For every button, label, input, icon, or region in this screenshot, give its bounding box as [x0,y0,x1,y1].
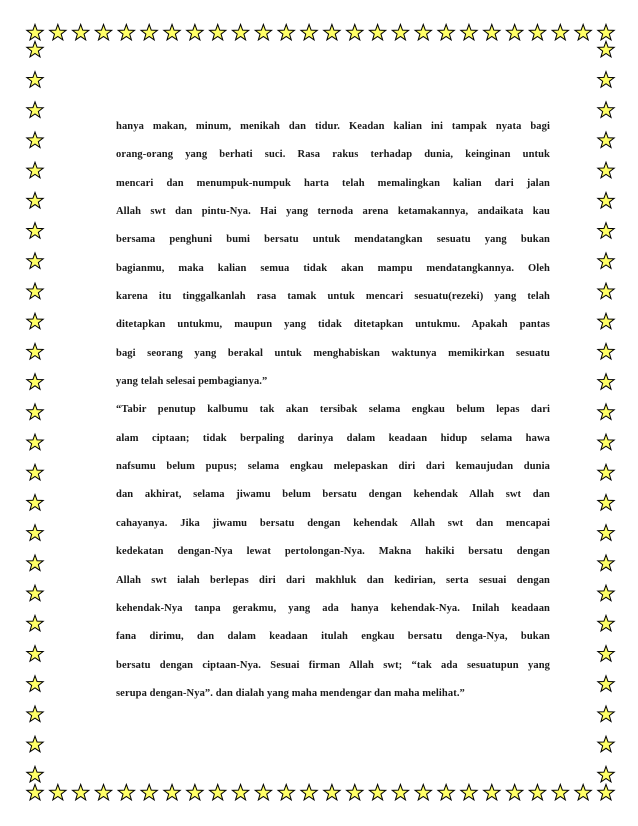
star-icon [575,784,591,800]
star-icon [598,313,614,329]
star-icon [27,646,43,662]
text-line: kedekatan dengan-Nya lewat pertolongan-Nya. Makna hakiki bersatu dengan [116,546,550,558]
star-icon [27,706,43,722]
star-icon [27,615,43,631]
text-line: serupa dengan-Nya”. dan dialah yang maha mendengar dan maha melihat.” [116,687,465,699]
star-icon [187,24,203,40]
star-icon [27,736,43,752]
star-icon [598,102,614,118]
star-icon [27,464,43,480]
star-icon [598,555,614,571]
star-icon [27,72,43,88]
star-icon [598,646,614,662]
page-body-text [116,113,550,708]
star-icon [73,784,89,800]
star-icon [392,24,408,40]
star-icon [415,784,431,800]
star-icon [461,24,477,40]
star-icon [50,24,66,40]
star-icon [598,766,614,782]
star-icon [598,132,614,148]
text-line: mencari dan menumpuk-numpuk harta telah memalingkan kalian dari jalan [116,177,550,189]
star-icon [187,784,203,800]
star-icon [598,464,614,480]
star-icon [27,132,43,148]
star-icon [529,784,545,800]
star-icon [369,784,385,800]
text-line: bagianmu, maka kalian semua tidak akan mampu mendatangkannya. Oleh [116,262,550,274]
star-icon [324,24,340,40]
text-line: yang telah selesai pembagianya.” [116,376,268,388]
text-line: bersatu dengan ciptaan-Nya. Sesuai firman Allah swt; “tak ada sesuatupun yang [116,659,550,671]
text-line: “Tabir penutup kalbumu tak akan tersibak selama engkau belum lepas dari [116,404,550,416]
star-icon [164,24,180,40]
star-icon [301,24,317,40]
text-line: Allah swt dan pintu-Nya. Hai yang ternoda arena ketamakannya, andaikata kau [116,206,550,218]
star-icon [118,784,134,800]
star-icon [27,24,43,40]
star-icon [598,343,614,359]
star-icon [27,495,43,511]
star-icon [27,555,43,571]
star-icon [27,766,43,782]
star-icon [27,434,43,450]
text-line: fana dirimu, dan dalam keadaan itulah engkau bersatu denga-Nya, bukan [116,631,550,643]
text-line: cahayanya. Jika jiwamu bersatu dengan kehendak Allah swt dan mencapai [116,517,550,529]
star-icon [347,784,363,800]
star-icon [301,784,317,800]
text-line: bagi seorang yang berakal untuk menghabiskan waktunya memikirkan sesuatu [116,347,550,359]
star-icon [95,24,111,40]
star-icon [347,24,363,40]
star-icon [461,784,477,800]
star-icon [255,24,271,40]
star-icon [598,404,614,420]
star-icon [598,706,614,722]
star-icon [598,615,614,631]
star-icon [164,784,180,800]
star-icon [255,784,271,800]
star-icon [598,223,614,239]
star-icon [598,283,614,299]
star-icon [438,24,454,40]
text-line: karena itu tinggalkanlah rasa tamak untuk mencari sesuatu(rezeki) yang telah [116,291,550,303]
star-icon [369,24,385,40]
star-icon [415,24,431,40]
text-line: kehendak-Nya tanpa gerakmu, yang ada hanya kehendak-Nya. Inilah keadaan [116,602,550,614]
star-icon [598,162,614,178]
star-icon [529,24,545,40]
text-line: ditetapkan untukmu, maupun yang tidak ditetapkan untukmu. Apakah pantas [116,319,550,331]
star-icon [27,784,43,800]
text-line: Allah swt ialah berlepas diri dari makhluk dan kedirian, serta sesuai dengan [116,574,550,586]
star-icon [210,24,226,40]
text-line: hanya makan, minum, menikah dan tidur. Keadan kalian ini tampak nyata bagi [116,121,550,132]
star-icon [210,784,226,800]
star-icon [27,525,43,541]
star-icon [506,24,522,40]
star-icon [27,585,43,601]
star-icon [73,24,89,40]
star-icon [575,24,591,40]
star-icon [141,784,157,800]
star-icon [552,784,568,800]
star-icon [27,102,43,118]
star-icon [95,784,111,800]
star-icon [27,313,43,329]
star-icon [438,784,454,800]
star-icon [598,434,614,450]
star-icon [232,24,248,40]
text-line: alam ciptaan; tidak berpaling darinya dalam keadaan hidup selama hawa [116,432,550,444]
text-line: bersama penghuni bumi bersatu untuk mendatangkan sesuatu yang bukan [116,234,550,246]
text-line: nafsumu belum pupus; selama engkau melepaskan diri dari kemaujudan dunia [116,461,550,473]
star-icon [598,374,614,390]
star-icon [232,784,248,800]
star-icon [50,784,66,800]
star-icon [118,24,134,40]
star-icon [598,525,614,541]
star-icon [484,784,500,800]
star-icon [27,374,43,390]
star-icon [27,283,43,299]
star-icon [598,192,614,208]
star-icon [598,253,614,269]
star-icon [506,784,522,800]
star-icon [324,784,340,800]
star-icon [27,223,43,239]
star-icon [598,784,614,800]
star-icon [27,343,43,359]
paragraph-2 [116,396,550,708]
star-icon [27,676,43,692]
star-icon [598,676,614,692]
star-icon [484,24,500,40]
text-line: dan akhirat, selama jiwamu belum bersatu dengan kehendak Allah swt dan [116,489,550,501]
star-icon [141,24,157,40]
star-icon [598,41,614,57]
star-icon [27,404,43,420]
paragraph-1 [116,113,550,396]
star-icon [27,192,43,208]
star-icon [27,41,43,57]
star-icon [278,24,294,40]
star-icon [27,253,43,269]
star-icon [278,784,294,800]
star-icon [598,495,614,511]
star-icon [598,736,614,752]
star-icon [392,784,408,800]
star-icon [598,72,614,88]
star-icon [27,162,43,178]
star-icon [552,24,568,40]
star-icon [598,585,614,601]
star-icon [598,24,614,40]
text-line: orang-orang yang berhati suci. Rasa rakus terhadap dunia, keinginan untuk [116,149,550,161]
